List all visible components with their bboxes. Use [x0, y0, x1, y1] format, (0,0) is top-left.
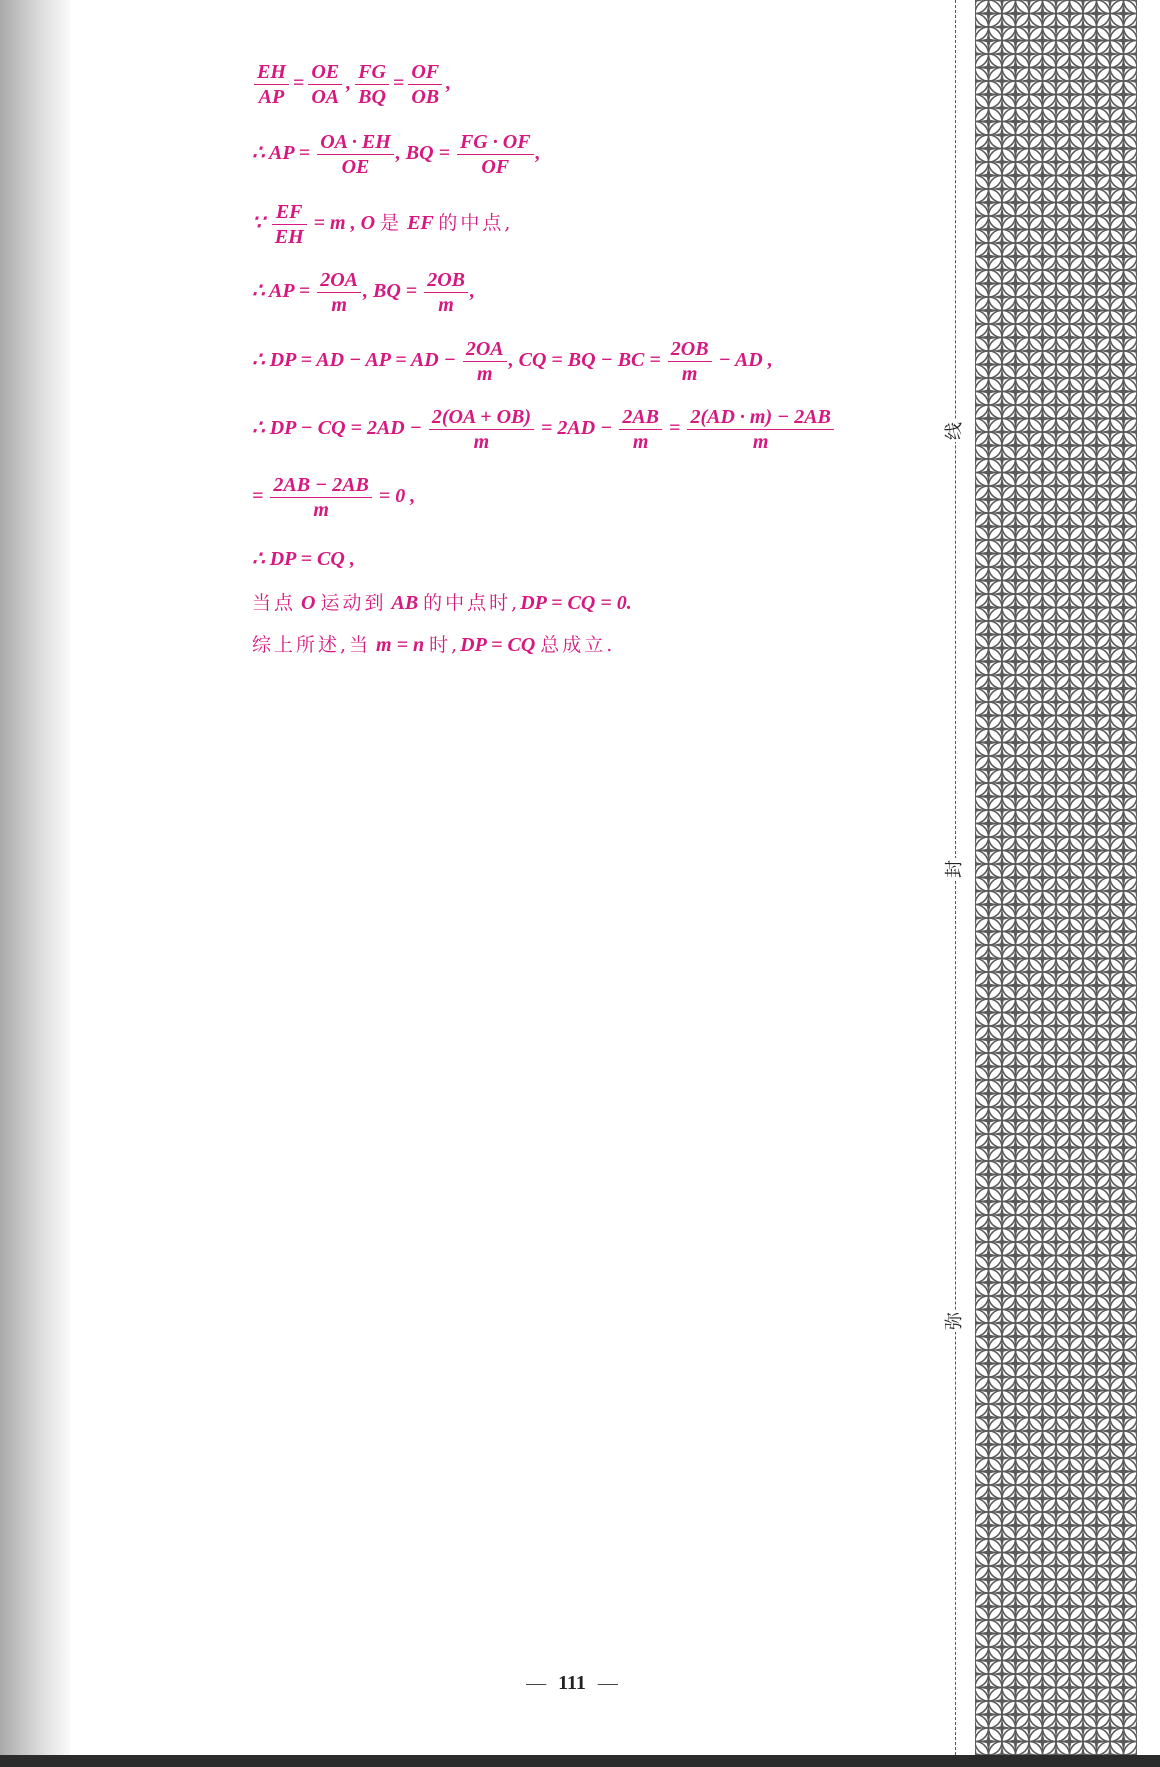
- expression: = 2AD −: [541, 417, 613, 440]
- fraction: [687, 405, 833, 454]
- numerator: 2(AD · m) − 2AB: [687, 405, 833, 430]
- chinese-text: 是: [380, 212, 403, 235]
- binding-label-top: 线: [944, 422, 965, 440]
- solution-line-6: [252, 405, 836, 454]
- solution-line-1: [252, 60, 453, 109]
- numerator: 2AB − 2AB: [270, 473, 371, 498]
- expression: = 0 ,: [378, 485, 416, 508]
- fraction: [355, 60, 389, 109]
- page-number-dash-right: —: [597, 1672, 618, 1694]
- denominator: m: [331, 294, 347, 316]
- expression: , CQ = BQ − BC =: [508, 349, 661, 372]
- denominator: m: [313, 499, 329, 521]
- numerator: 2AB: [619, 405, 662, 430]
- chinese-text: 的中点时,: [423, 592, 521, 614]
- variable: EF: [407, 212, 434, 235]
- solution-line-7: [252, 473, 415, 522]
- numerator: 2OB: [424, 268, 468, 293]
- separator: ,: [535, 142, 541, 165]
- page-number-dash-left: —: [526, 1672, 547, 1694]
- operator: =: [669, 417, 681, 440]
- fraction: [463, 337, 507, 386]
- expression: ∴ DP = CQ ,: [252, 548, 355, 570]
- numerator: 2OA: [463, 337, 507, 362]
- variable: O: [301, 592, 316, 614]
- expression: DP = CQ: [460, 634, 536, 656]
- numerator: OF: [408, 60, 442, 85]
- solution-line-2: [252, 130, 541, 179]
- separator: ,: [446, 72, 452, 95]
- binding-label-middle: 封: [944, 860, 965, 878]
- numerator: FG · OF: [457, 130, 534, 155]
- numerator: EH: [254, 60, 289, 85]
- binding-label-bottom: 弥: [944, 1312, 965, 1330]
- operator: =: [392, 72, 405, 95]
- expression: − AD ,: [718, 349, 773, 372]
- denominator: m: [752, 431, 769, 453]
- fraction: [424, 268, 468, 317]
- numerator: FG: [355, 60, 389, 85]
- fraction: [308, 60, 342, 109]
- chinese-text: 运动到: [320, 592, 387, 614]
- denominator: OF: [481, 156, 510, 178]
- solution-line-4: [252, 268, 475, 317]
- fraction: [619, 405, 662, 454]
- operator: =: [292, 72, 305, 95]
- expression: , BQ =: [395, 142, 450, 165]
- denominator: m: [473, 431, 490, 453]
- numerator: OA · EH: [317, 130, 394, 155]
- denominator: OA: [311, 86, 340, 108]
- page-number: [502, 1672, 642, 1695]
- denominator: EH: [274, 226, 304, 248]
- fraction: [408, 60, 442, 109]
- because-symbol: ∵: [252, 212, 265, 235]
- page-number-value: 111: [558, 1672, 586, 1694]
- solution-line-10: [252, 630, 615, 657]
- fraction: [668, 337, 712, 386]
- fraction: [457, 130, 534, 179]
- numerator: OE: [308, 60, 342, 85]
- fraction: [272, 200, 307, 249]
- expression: ∴ DP = AD − AP = AD −: [252, 349, 456, 372]
- solution-line-8: [252, 546, 355, 571]
- chinese-text: 当点: [252, 592, 297, 614]
- expression: ∴ DP − CQ = 2AD −: [252, 417, 422, 440]
- bottom-edge-bar: [0, 1755, 1160, 1767]
- expression: ∴ AP =: [252, 280, 311, 303]
- denominator: AP: [258, 86, 285, 108]
- denominator: m: [476, 363, 493, 385]
- denominator: m: [632, 431, 649, 453]
- separator: ,: [469, 280, 475, 303]
- expression: ∴ AP =: [252, 142, 311, 165]
- star-lattice-pattern-icon: [975, 0, 1137, 1755]
- denominator: OE: [341, 156, 370, 178]
- denominator: m: [438, 294, 454, 316]
- chinese-text: 综上所述,当: [252, 634, 372, 656]
- decorative-border-pattern: [975, 0, 1137, 1755]
- denominator: OB: [411, 86, 440, 108]
- separator: ,: [346, 72, 352, 95]
- denominator: BQ: [358, 86, 386, 108]
- operator: =: [252, 485, 264, 508]
- expression: m = n: [376, 634, 425, 656]
- fraction: [254, 60, 289, 109]
- solution-line-3: [252, 200, 513, 249]
- numerator: 2OB: [668, 337, 712, 362]
- chinese-text: 时,: [429, 634, 461, 656]
- denominator: m: [681, 363, 698, 385]
- variable: AB: [391, 592, 419, 614]
- numerator: 2OA: [317, 268, 361, 293]
- numerator: 2(OA + OB): [429, 405, 534, 430]
- solution-line-5: [252, 337, 773, 386]
- expression: , BQ =: [363, 280, 418, 303]
- chinese-text: 总成立.: [540, 634, 616, 656]
- expression: = m , O: [313, 212, 376, 235]
- expression: DP = CQ = 0.: [520, 592, 632, 614]
- fraction: [317, 130, 394, 179]
- fraction: [270, 473, 371, 522]
- fraction: [429, 405, 534, 454]
- numerator: EF: [272, 200, 307, 225]
- chinese-text: 的中点,: [438, 212, 514, 235]
- book-gutter-shadow: [0, 0, 70, 1755]
- fraction: [317, 268, 361, 317]
- solution-line-9: [252, 588, 632, 615]
